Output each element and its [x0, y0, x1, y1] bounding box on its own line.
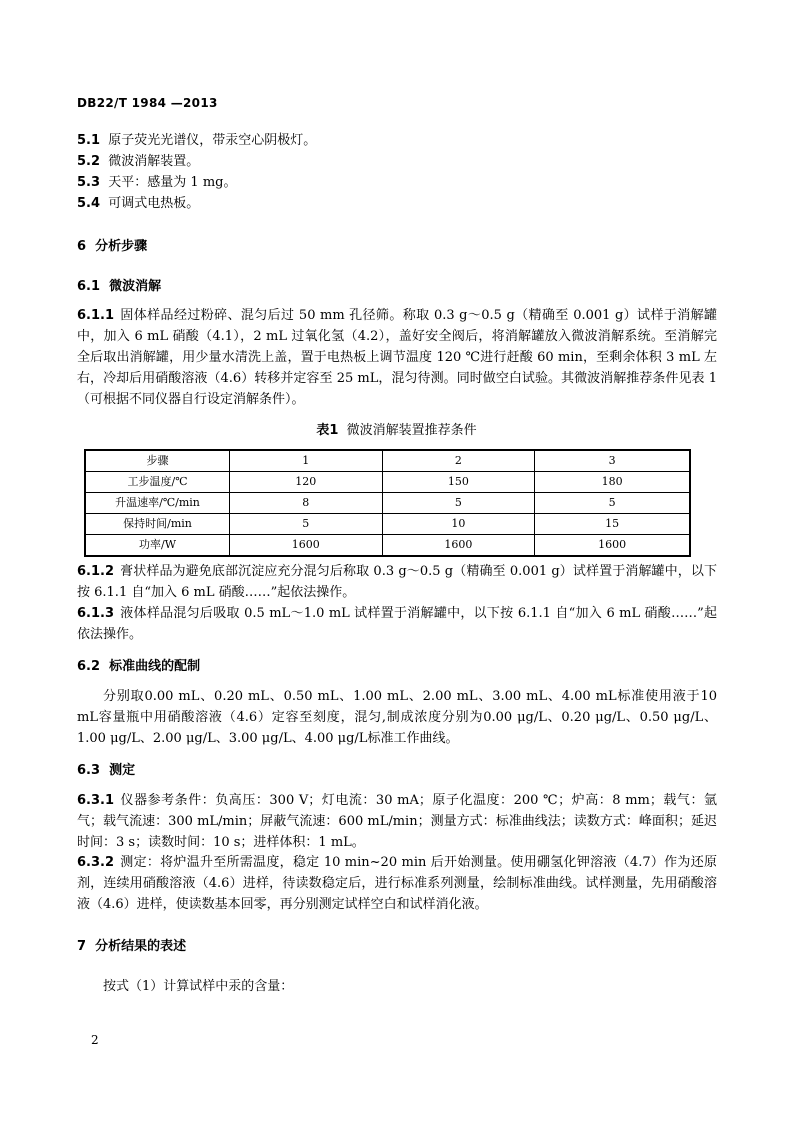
table-cell: 5 — [382, 493, 535, 514]
conditions-table — [84, 449, 691, 557]
table-cell: 8 — [230, 493, 383, 514]
table-caption — [0, 420, 793, 441]
table-cell: 5 — [535, 493, 690, 514]
table-header-cell: 1 — [230, 450, 383, 472]
clause-text: 仪器参考条件：负高压：300 V；灯电流：30 mA；原子化温度：200 ℃；炉高：8 mm；载气：氩气；载气流速：300 mL/min；屏蔽气流速：600 mL/min；测量方式：标准曲线法；读数方式：峰面积；延迟时间：3 s；读数时间：10 s；进样体积：1 mL。 — [77, 793, 717, 850]
clause-text: 液体样品混匀后吸取 0.5 mL～1.0 mL 试样置于消解罐中，以下按 6.1.1 自“加入 6 mL 硝酸……”起依法操作。 — [77, 606, 717, 642]
table-header-cell: 3 — [535, 450, 690, 472]
subsection-title: 标准曲线的配制 — [109, 659, 201, 674]
clause-number: 6.3.1 — [77, 793, 115, 808]
list-item — [77, 193, 199, 214]
table-cell: 120 — [230, 472, 383, 493]
list-item — [77, 172, 236, 193]
table-row — [85, 535, 690, 557]
section-title: 分析结果的表述 — [95, 939, 187, 954]
table-cell: 150 — [382, 472, 535, 493]
clause-number: 6.3.2 — [77, 855, 115, 870]
subsection-number: 6.2 — [77, 659, 101, 674]
clause-number: 6.1.2 — [77, 564, 115, 579]
subsection-number: 6.3 — [77, 763, 101, 778]
section-title: 分析步骤 — [95, 239, 148, 254]
table-row — [85, 472, 690, 493]
paragraph-6-1-1 — [77, 305, 717, 410]
paragraph-6-1-3 — [77, 603, 717, 645]
item-text: 微波消解装置。 — [108, 154, 200, 169]
table-cell: 5 — [230, 514, 383, 535]
item-number: 5.2 — [77, 154, 101, 169]
subsection-heading — [77, 760, 135, 781]
table-cell: 功率/W — [85, 535, 230, 557]
clause-number: 6.1.3 — [77, 606, 115, 621]
item-text: 原子荧光光谱仪，带汞空心阴极灯。 — [108, 133, 317, 148]
subsection-title: 微波消解 — [109, 279, 162, 294]
table-cell: 1600 — [535, 535, 690, 557]
subsection-heading — [77, 276, 161, 297]
item-number: 5.4 — [77, 196, 101, 211]
item-number: 5.1 — [77, 133, 101, 148]
subsection-title: 测定 — [109, 763, 136, 778]
table-caption-title: 微波消解装置推荐条件 — [346, 423, 477, 438]
clause-text: 固体样品经过粉碎、混匀后过 50 mm 孔径筛。称取 0.3 g～0.5 g（精确至 0.001 g）试样于消解罐中，加入 6 mL 硝酸（4.1），2 mL 过氧化氢（4.2），盖好安全阀后，将消解罐放入微波消解系统。至消解完全后取出消解罐，用少量水清洗上盖，置于电热板上调节温度 120 ℃进行赶酸 60 min，至剩余体积 3 mL 左右，冷却后用硝酸溶液（4.6）转移并定容至 25 mL，混匀待测。同时做空白试验。其微波消解推荐条件见表 1（可根据不同仪器自行设定消解条件）。 — [77, 308, 717, 407]
section-heading — [77, 236, 147, 257]
table-cell: 10 — [382, 514, 535, 535]
table-cell: 180 — [535, 472, 690, 493]
paragraph-6-3-2 — [77, 852, 717, 915]
table-header-cell: 步骤 — [85, 450, 230, 472]
table-cell: 升温速率/℃/min — [85, 493, 230, 514]
paragraph-6-2: 分别取0.00 mL、0.20 mL、0.50 mL、1.00 mL、2.00 mL、3.00 mL、4.00 mL标准使用液于10 mL容量瓶中用硝酸溶液（4.6）定容至刻度，混匀,制成浓度分别为0.00 μg/L、0.20 μg/L、0.50 μg/L、1.00 μg/L、2.00 μg/L、3.00 μg/L、4.00 μg/L标准工作曲线。 — [77, 689, 717, 746]
table-row — [85, 493, 690, 514]
table-cell: 1600 — [382, 535, 535, 557]
section-number: 7 — [77, 939, 87, 954]
clause-number: 6.1.1 — [77, 308, 115, 323]
section-number: 6 — [77, 239, 87, 254]
item-number: 5.3 — [77, 175, 101, 190]
list-item — [77, 130, 316, 151]
subsection-heading — [77, 656, 200, 677]
item-text: 天平：感量为 1 mg。 — [108, 175, 237, 190]
table-caption-number: 表1 — [316, 423, 339, 438]
paragraph-7: 按式（1）计算试样中汞的含量： — [103, 979, 294, 994]
table-cell: 工步温度/℃ — [85, 472, 230, 493]
item-text: 可调式电热板。 — [108, 196, 200, 211]
subsection-number: 6.1 — [77, 279, 101, 294]
list-item — [77, 151, 199, 172]
page-number: 2 — [91, 1033, 99, 1047]
table-cell: 1600 — [230, 535, 383, 557]
standard-code: DB22/T 1984 —2013 — [77, 96, 218, 110]
clause-text: 膏状样品为避免底部沉淀应充分混匀后称取 0.3 g～0.5 g（精确至 0.001 g）试样置于消解罐中，以下按 6.1.1 自“加入 6 mL 硝酸……”起依法操作。 — [77, 564, 717, 600]
clause-text: 测定：将炉温升至所需温度，稳定 10 min~20 min 后开始测量。使用硼氢化钾溶液（4.7）作为还原剂，连续用硝酸溶液（4.6）进样，待读数稳定后，进行标准系列测量，绘制标准曲线。试样测量，先用硝酸溶液（4.6）进样，使读数基本回零，再分别测定试样空白和试样消化液。 — [77, 855, 717, 912]
table-header-cell: 2 — [382, 450, 535, 472]
paragraph-6-3-1 — [77, 790, 717, 853]
table-row — [85, 514, 690, 535]
table-header-row — [85, 450, 690, 472]
table-cell: 保持时间/min — [85, 514, 230, 535]
paragraph-6-1-2 — [77, 561, 717, 603]
section-heading — [77, 936, 186, 957]
table-cell: 15 — [535, 514, 690, 535]
